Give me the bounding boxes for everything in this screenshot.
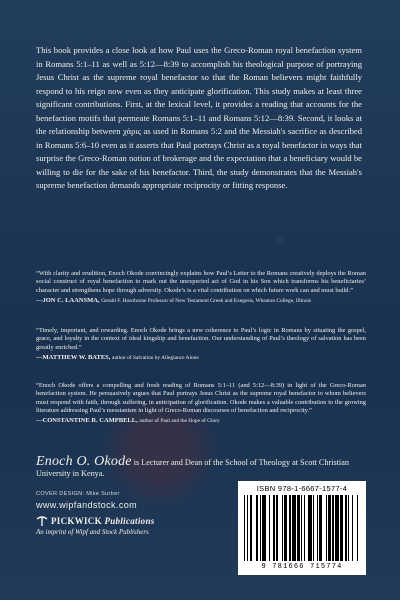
endorsement-quote: “Enoch Okode offers a compelling and fresh reading of Romans 5:1–11 (and 5:12—8:39) in light of the Greco-Roman benefaction system. He persuasively argues that Paul portrays Jesus Christ as the supreme royal benefactor to whom believers must respond with faith, through suffering, in anticipation of glorification. Okode makes a valuable contribution to the growing literature addressing Paul’s messianism in light of Greco-Roman discourses of benefaction and reciprocity.” bbox=[36, 382, 366, 414]
book-description: This book provides a close look at how Paul uses the Greco-Roman royal benefaction system in Romans 5:1–11 as well as 5:12—8:39 to accomplish his theological purpose of portraying Jesus Christ as the supreme royal benefactor so that the Roman believers might faithfully respond to his reign now even as they anticipate glorification. This study makes at least three significant contributions. First, at the lexical level, it provides a reading that accounts for the benefaction motifs that permeate Romans 5:1–11 and Romans 5:12—8:39. Second, it looks at the relationship between χάρις as used in Romans 5:2 and the Messiah's sacrifice as described in Romans 5:6–10 even as it asserts that Paul portrays Christ as a royal benefactor in ways that surprise the Greco-Roman notion of brokerage and the expectation that a beneficiary would be willing to die for the sake of his benefactor. Third, the study demonstrates that the Messiah's supreme benefaction demands appropriate reciprocity or fitting response. bbox=[36, 45, 362, 190]
author-bio bbox=[36, 456, 366, 479]
endorsement-campbell bbox=[36, 382, 366, 425]
author-bio-text: is Lecturer and Dean of the School of Theology at Scott Christian University in Kenya. bbox=[36, 458, 349, 478]
endorser-title: Gerald F. Hawthorne Professor of New Testament Greek and Exegesis, Wheaton College, Illinois bbox=[101, 297, 312, 304]
endorsement-quote: “Timely, important, and rewarding. Enoch Okode brings a new coherence to Paul’s logic in Romans by situating the gospel, grace, and loyalty in the context of ideal kingship and benefaction. Our understanding of Paul’s theology of salvation has been greatly enriched.” bbox=[36, 327, 366, 351]
endorser-name: —MATTHEW W. BATES, bbox=[36, 353, 111, 361]
publisher-logo bbox=[36, 516, 155, 526]
barcode-bars bbox=[244, 495, 360, 561]
endorsement-laansma bbox=[36, 270, 366, 305]
publisher-imprint: An imprint of Wipf and Stock Publishers bbox=[36, 528, 149, 536]
publisher-website[interactable]: www.wipfandstock.com bbox=[36, 500, 138, 510]
endorser-name: —CONSTANTINE R. CAMPBELL, bbox=[36, 417, 138, 425]
endorsement-quote: “With clarity and erudition, Enoch Okode convincingly explains how Paul’s Letter to the Romans creatively deploys the Roman social construct of royal benefaction to mark out the unexpected act of God in his Son which transforms his beneficiaries’ character and strengthens hope through adversity. Okode’s is a vital contribution on which future work can and must build.” bbox=[36, 270, 366, 294]
endorsement-attribution bbox=[36, 417, 366, 425]
endorsement-attribution bbox=[36, 297, 366, 305]
isbn-digits: 9 781666 715774 bbox=[261, 563, 343, 571]
cover-design-credit: COVER DESIGN: Mike Surber bbox=[36, 491, 120, 497]
endorsement-bates bbox=[36, 327, 366, 362]
publisher-name: PICKWICK Publications bbox=[51, 516, 155, 526]
endorser-name: —JON C. LAANSMA, bbox=[36, 296, 100, 304]
endorser-title: author of Paul and the Hope of Glory bbox=[139, 418, 220, 425]
pickaxe-icon bbox=[36, 516, 48, 526]
isbn-label: ISBN 978-1-6667-1577-4 bbox=[256, 484, 348, 493]
endorser-title: author of Salvation by Allegiance Alone bbox=[112, 354, 199, 361]
author-name: Enoch O. Okode bbox=[36, 454, 132, 469]
endorsement-attribution bbox=[36, 354, 366, 362]
isbn-barcode bbox=[238, 481, 366, 575]
